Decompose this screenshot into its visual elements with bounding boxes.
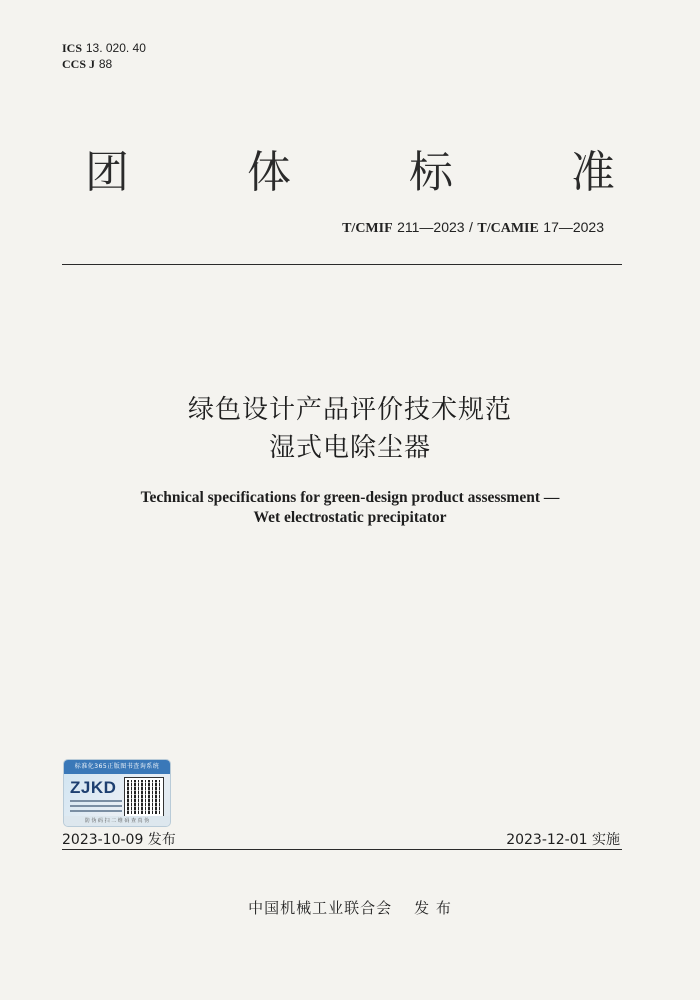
anti-counterfeit-stamp xyxy=(63,759,171,827)
code1-prefix: T/CMIF xyxy=(342,221,393,236)
header-divider xyxy=(62,264,622,265)
ics-value: 13. 020. 40 xyxy=(85,41,146,55)
implement-date: 2023-12-01 实施 xyxy=(506,832,620,848)
ics-line xyxy=(62,40,146,56)
classification-codes xyxy=(62,40,146,72)
standard-codes xyxy=(342,219,604,237)
stamp-text-lines xyxy=(70,800,122,815)
title-cn-line1: 绿色设计产品评价技术规范 xyxy=(187,395,512,425)
code2-number: 17—2023 xyxy=(543,219,604,235)
stamp-footer: 防 伪 码 扫 二 维 码 查 真 伪 xyxy=(64,816,170,826)
title-en-line1: Technical specifications for green-design product assessment — xyxy=(140,489,560,506)
code-separator: / xyxy=(469,219,473,235)
footer-divider xyxy=(62,849,622,850)
qr-code-icon xyxy=(125,778,163,816)
publisher-action: 发 布 xyxy=(414,899,452,917)
ics-label: ICS xyxy=(62,41,83,55)
publisher-line xyxy=(0,897,700,918)
ccs-value: 88 xyxy=(98,57,113,71)
ccs-line xyxy=(62,56,146,72)
title-cn-line2: 湿式电除尘器 xyxy=(268,433,431,463)
issue-date: 2023-10-09 发布 xyxy=(62,832,176,848)
zjkd-logo: ZJKD xyxy=(70,778,117,797)
stamp-header: 标准化365正版图书查询系统 xyxy=(64,760,170,774)
title-en-line2: Wet electrostatic precipitator xyxy=(253,509,447,526)
code2-prefix: T/CAMIE xyxy=(477,221,539,236)
document-type-title: 团 体 标 准 xyxy=(85,147,667,198)
publisher-org: 中国机械工业联合会 xyxy=(248,899,393,917)
ccs-label: CCS J xyxy=(62,57,96,71)
code1-number: 211—2023 xyxy=(397,219,465,235)
